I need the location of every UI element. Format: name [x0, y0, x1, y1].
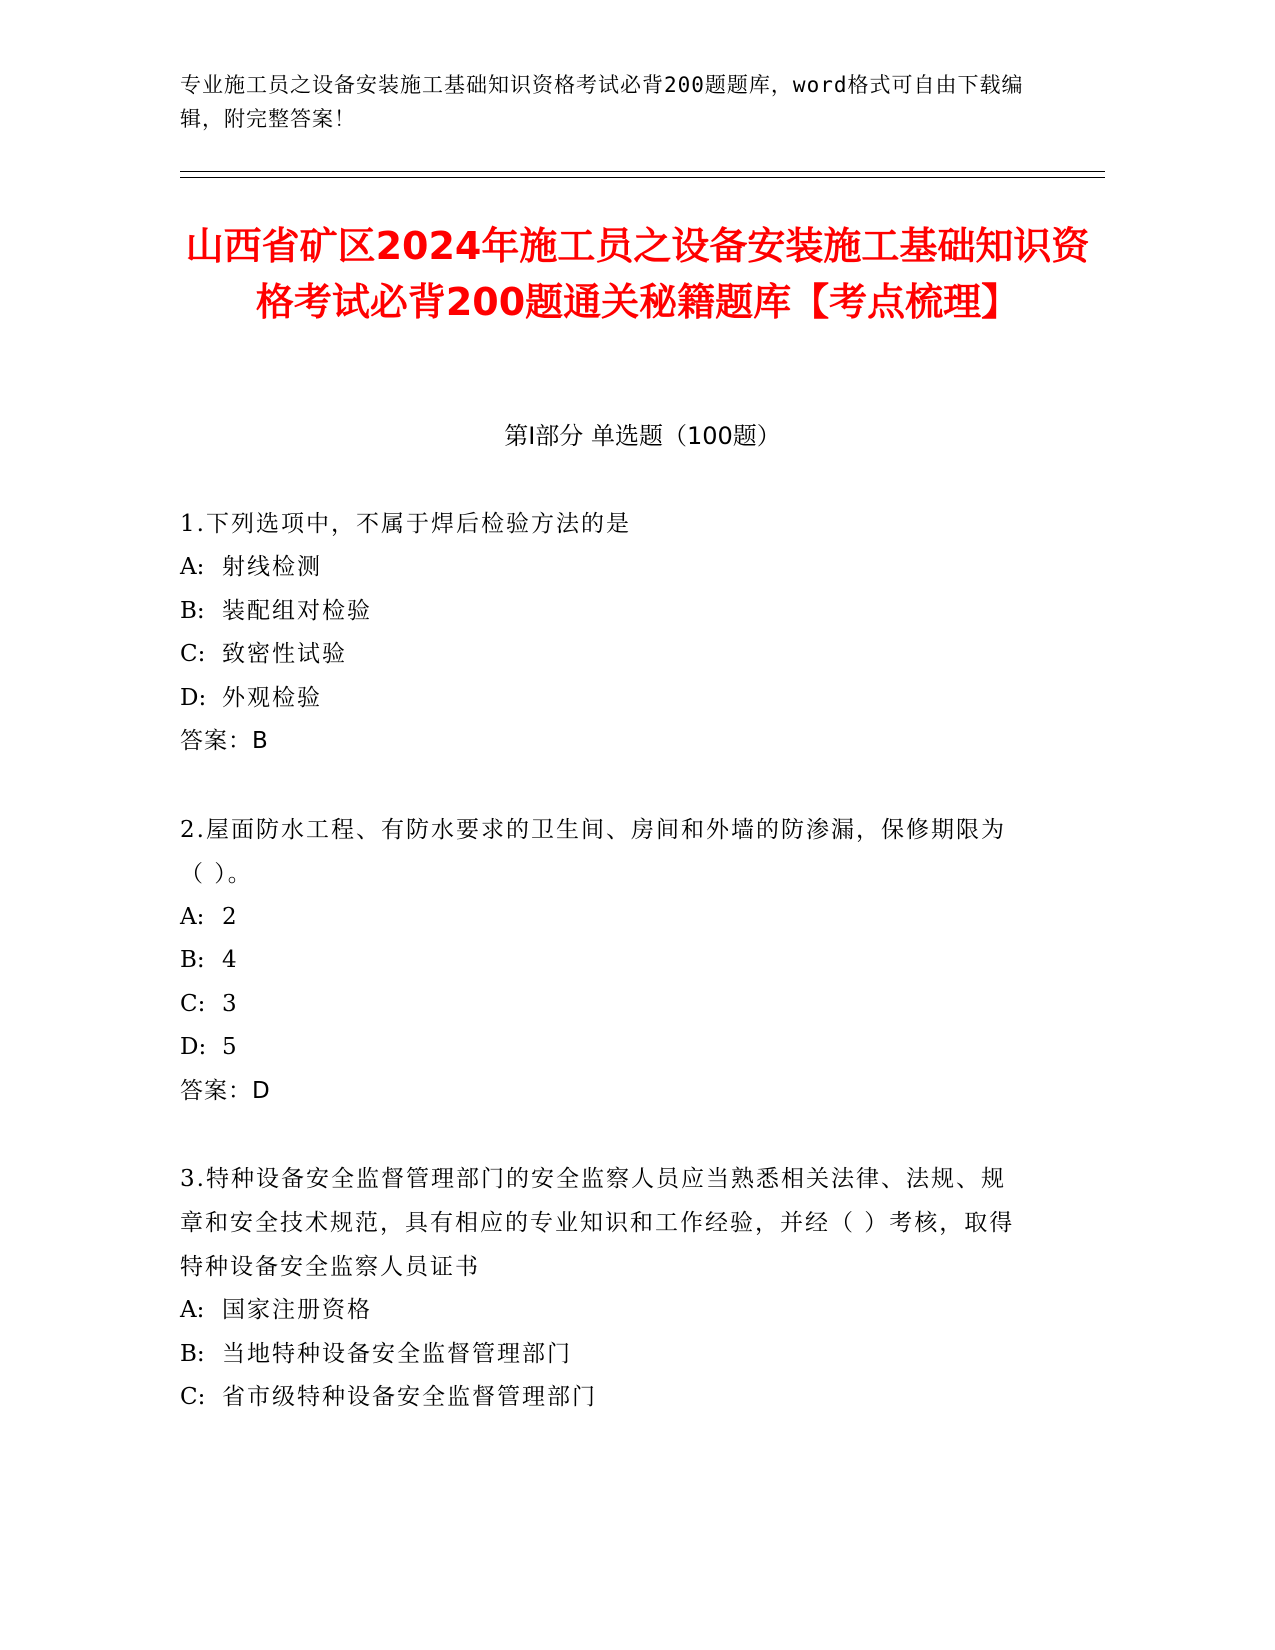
question-stem: 2.屋面防水工程、有防水要求的卫生间、房间和外墙的防渗漏，保修期限为（ ）。: [180, 816, 1006, 887]
header-note: 专业施工员之设备安装施工基础知识资格考试必背200题题库，word格式可自由下载编辑，附完整答案！: [180, 73, 1024, 131]
option-letter: A:: [180, 903, 205, 930]
option-letter: C:: [180, 990, 206, 1017]
answer-line: 答案：D: [180, 1077, 271, 1104]
option-c: [180, 1376, 1030, 1420]
option-a: [180, 1289, 1030, 1333]
answer-line: 答案：B: [180, 728, 269, 754]
option-letter: B:: [180, 947, 205, 973]
option-c: [180, 633, 1030, 677]
option-d: [180, 1026, 1030, 1070]
option-text: 外观检验: [222, 684, 322, 711]
question-stem: 1.下列选项中，不属于焊后检验方法的是: [180, 511, 631, 537]
option-text: 国家注册资格: [222, 1297, 372, 1323]
option-text: 2: [222, 903, 239, 930]
document-title: 山西省矿区2024年施工员之设备安装施工基础知识资格考试必背200题通关秘籍题库【考点梳理】: [185, 224, 1090, 324]
option-text: 射线检测: [222, 554, 322, 580]
option-b: [180, 590, 1030, 634]
question-stem: 3.特种设备安全监督管理部门的安全监察人员应当熟悉相关法律、法规、规章和安全技术规范，具有相应的专业知识和工作经验，并经（ ）考核，取得特种设备安全监察人员证书: [180, 1166, 1015, 1280]
option-letter: D:: [180, 684, 207, 711]
option-letter: C:: [180, 641, 206, 667]
section-title: 第Ⅰ部分 单选题（100题）: [504, 422, 781, 450]
option-text: 致密性试验: [222, 641, 347, 667]
option-d: [180, 677, 1030, 721]
option-letter: D:: [180, 1034, 207, 1060]
question-list: [180, 502, 1030, 1464]
option-text: 当地特种设备安全监督管理部门: [222, 1340, 572, 1367]
option-c: [180, 983, 1030, 1027]
option-letter: C:: [180, 1384, 206, 1410]
option-text: 装配组对检验: [222, 597, 372, 624]
option-text: 省市级特种设备安全监督管理部门: [222, 1384, 597, 1410]
option-text: 5: [222, 1034, 239, 1060]
question-1: [180, 502, 1030, 764]
option-text: 3: [222, 990, 239, 1017]
header-divider-top: [180, 171, 1105, 172]
option-letter: B:: [180, 1340, 205, 1367]
header-divider-bottom: [180, 177, 1105, 178]
option-text: 4: [222, 947, 239, 973]
question-2: [180, 808, 1030, 1114]
option-letter: A:: [180, 1297, 205, 1323]
option-a: [180, 896, 1030, 940]
option-b: [180, 939, 1030, 983]
option-letter: B:: [180, 597, 205, 624]
option-b: [180, 1333, 1030, 1377]
option-letter: A:: [180, 554, 205, 580]
option-a: [180, 546, 1030, 590]
question-3: [180, 1157, 1030, 1420]
